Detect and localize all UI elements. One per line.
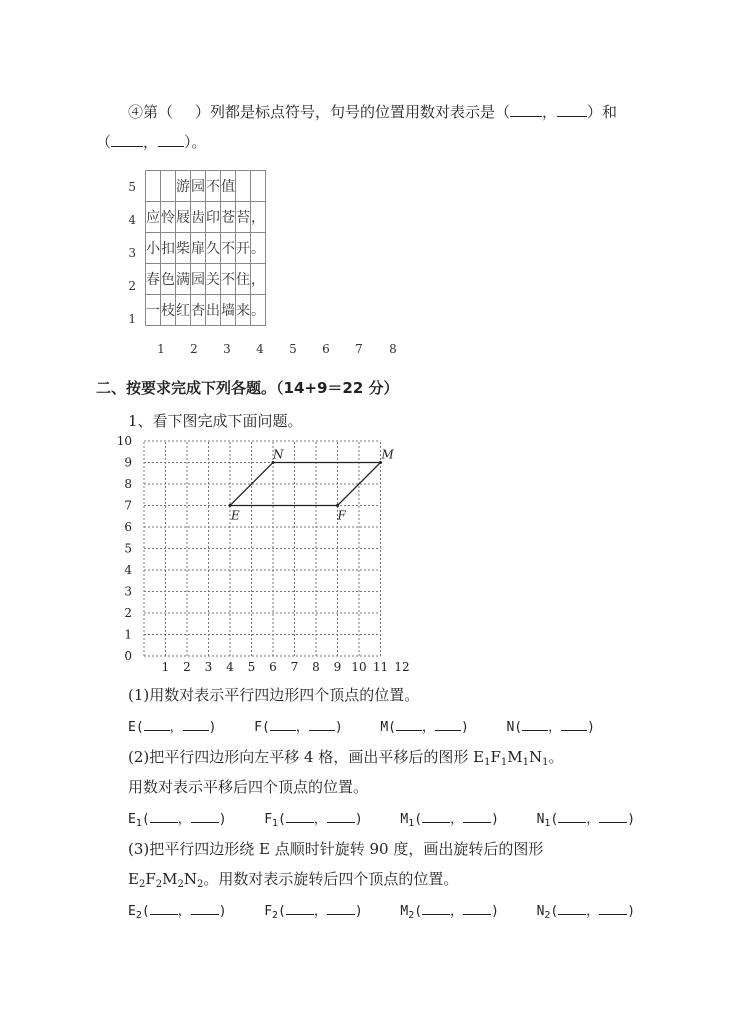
- x-tick-label: 4: [226, 660, 234, 674]
- x-tick-label: 10: [351, 660, 367, 674]
- m-blank-x[interactable]: [396, 716, 422, 731]
- x-tick-label: 12: [394, 660, 410, 674]
- coordinate-grid-chart: [110, 430, 410, 675]
- question-1-part-1: (1)用数对表示平行四边形四个顶点的位置。: [128, 686, 420, 704]
- vertex-label: E: [231, 508, 240, 523]
- poem-cell: 怜: [161, 202, 176, 233]
- poem-cell: 色: [161, 264, 176, 295]
- poem-cell: 住: [236, 264, 251, 295]
- row-label: 2: [128, 279, 136, 293]
- n1-blank-x[interactable]: [558, 808, 586, 823]
- col-label: 8: [389, 342, 397, 356]
- n2-blank-x[interactable]: [558, 900, 586, 915]
- col-label: 7: [355, 342, 363, 356]
- poem-cell: 柴: [176, 233, 191, 264]
- poem-cell: 杏: [191, 295, 206, 326]
- question-1-part-2: (2)把平行四边形向左平移 4 格，画出平移后的图形 $E_1F_1M_1N_1$。: [128, 748, 564, 768]
- question-1-part-3b: $E_2F_2M_2N_2$。用数对表示旋转后四个顶点的位置。: [128, 870, 459, 890]
- x-tick-label: 1: [161, 660, 170, 674]
- col-label: 2: [190, 342, 198, 356]
- n-blank-x[interactable]: [522, 716, 548, 731]
- poem-cell: 苍: [221, 202, 236, 233]
- poem-cell: 。: [251, 233, 266, 264]
- vertex-label: F: [337, 508, 346, 523]
- x-tick-label: 11: [372, 660, 389, 674]
- poem-cell: 屐: [176, 202, 191, 233]
- vertex-point: [336, 504, 339, 507]
- answer-row-2: $E_1$( ， ) $F_1$( ， ) $M_1$( ， ) $N_1$( ， ): [128, 808, 635, 829]
- f1-blank-x[interactable]: [286, 808, 314, 823]
- f2-blank-y[interactable]: [327, 900, 355, 915]
- f1-blank-y[interactable]: [327, 808, 355, 823]
- e2-blank-y[interactable]: [191, 900, 219, 915]
- n1-blank-y[interactable]: [599, 808, 627, 823]
- poem-cell: 印: [206, 202, 221, 233]
- poem-cell: 满: [176, 264, 191, 295]
- col-label: 1: [157, 342, 165, 356]
- y-tick-label: 9: [124, 455, 132, 470]
- q4-line1: ④第（ ）列都是标点符号，句号的位置用数对表示是（ ， ）和: [128, 103, 618, 121]
- poem-cell: [146, 171, 161, 202]
- poem-cell: [251, 171, 266, 202]
- x-tick-label: 9: [333, 660, 342, 674]
- y-tick-label: 7: [124, 498, 132, 513]
- n2-blank-y[interactable]: [599, 900, 627, 915]
- poem-cell: 久: [206, 233, 221, 264]
- answer-row-1: E( ， ) F( ， ) M( ， ) N( ， ): [128, 716, 595, 735]
- x-tick-label: 8: [312, 660, 320, 674]
- y-tick-label: 6: [124, 520, 132, 534]
- col-label: 3: [223, 342, 231, 356]
- e1-blank-x[interactable]: [150, 808, 178, 823]
- x-tick-label: 3: [204, 660, 213, 674]
- question-1-title: 1、看下图完成下面问题。: [128, 412, 303, 430]
- vertex-point: [229, 504, 232, 507]
- vertex-label: M: [381, 447, 394, 462]
- poem-cell: 关: [206, 264, 221, 295]
- poem-cell: 出: [206, 295, 221, 326]
- poem-row-4: [146, 202, 266, 233]
- y-tick-label: 8: [124, 477, 132, 491]
- answer-row-3: $E_2$( ， ) $F_2$( ， ) $M_2$( ， ) $N_2$( ， ): [128, 900, 635, 921]
- n-blank-y[interactable]: [561, 716, 587, 731]
- f-blank-y[interactable]: [309, 716, 335, 731]
- poem-cell: 苔: [236, 202, 251, 233]
- vertex-label: N: [273, 447, 284, 462]
- y-tick-label: 0: [124, 649, 132, 663]
- poem-cell: 园: [191, 171, 206, 202]
- poem-cell: 来: [236, 295, 251, 326]
- x-tick-label: 5: [247, 660, 256, 674]
- poem-cell: 。: [251, 295, 266, 326]
- m2-blank-y[interactable]: [463, 900, 491, 915]
- f-blank-x[interactable]: [270, 716, 296, 731]
- e-blank-x[interactable]: [144, 716, 170, 731]
- e2-blank-x[interactable]: [150, 900, 178, 915]
- col-label: 5: [289, 342, 297, 356]
- poem-cell: [161, 171, 176, 202]
- poem-row-3: [146, 233, 266, 264]
- poem-cell: 红: [176, 295, 191, 326]
- poem-cell: 枝: [161, 295, 176, 326]
- e1-blank-y[interactable]: [191, 808, 219, 823]
- poem-table: [145, 170, 266, 326]
- parallelogram: [229, 448, 395, 523]
- q4-blank-a[interactable]: [510, 102, 542, 117]
- poem-cell: ，: [251, 264, 266, 295]
- poem-cell: 值: [221, 171, 236, 202]
- axis-ticks: [117, 434, 410, 674]
- y-tick-label: 3: [124, 584, 132, 599]
- row-label: 1: [128, 312, 136, 326]
- poem-cell: 应: [146, 202, 161, 233]
- question-1-part-3: (3)把平行四边形绕 E 点顺时针旋转 90 度，画出旋转后的图形: [128, 840, 544, 858]
- x-tick-label: 6: [269, 660, 277, 674]
- poem-cell: 一: [146, 295, 161, 326]
- m1-blank-y[interactable]: [463, 808, 491, 823]
- poem-cell: ，: [251, 202, 266, 233]
- poem-cell: 不: [221, 233, 236, 264]
- y-tick-label: 10: [116, 434, 132, 448]
- poem-cell: 开: [236, 233, 251, 264]
- poem-cell: 墙: [221, 295, 236, 326]
- m1-blank-x[interactable]: [422, 808, 450, 823]
- col-label: 6: [322, 342, 330, 356]
- poem-cell: [236, 171, 251, 202]
- q4-blank-b[interactable]: [557, 102, 587, 117]
- section-2-title: 二、按要求完成下列各题。（14+9＝22 分）: [96, 379, 399, 397]
- poem-row-2: [146, 264, 266, 295]
- x-tick-label: 7: [290, 660, 299, 674]
- poem-cell: 扣: [161, 233, 176, 264]
- row-label: 4: [128, 213, 136, 227]
- col-label: 4: [256, 342, 264, 356]
- poem-cell: 园: [191, 264, 206, 295]
- m2-blank-x[interactable]: [422, 900, 450, 915]
- row-label: 3: [128, 246, 136, 260]
- e-blank-y[interactable]: [183, 716, 209, 731]
- question-1-part-2b: 用数对表示平移后四个顶点的位置。: [128, 778, 369, 796]
- row-label: 5: [128, 180, 136, 194]
- poem-cell: 游: [176, 171, 191, 202]
- poem-cell: 齿: [191, 202, 206, 233]
- y-tick-label: 5: [124, 541, 132, 556]
- poem-cell: 不: [221, 264, 236, 295]
- y-tick-label: 4: [124, 563, 132, 577]
- x-tick-label: 2: [183, 660, 191, 674]
- poem-row-1: [146, 295, 266, 326]
- poem-cell: 不: [206, 171, 221, 202]
- q4-blank-c[interactable]: [111, 132, 143, 147]
- q4-blank-d[interactable]: [158, 132, 184, 147]
- poem-cell: 扉: [191, 233, 206, 264]
- y-tick-label: 2: [124, 606, 132, 620]
- q4-line2: （ ， ）。: [96, 133, 207, 151]
- m-blank-y[interactable]: [435, 716, 461, 731]
- poem-row-5: [146, 171, 266, 202]
- y-tick-label: 1: [124, 627, 132, 642]
- poem-cell: 小: [146, 233, 161, 264]
- poem-cell: 春: [146, 264, 161, 295]
- f2-blank-x[interactable]: [286, 900, 314, 915]
